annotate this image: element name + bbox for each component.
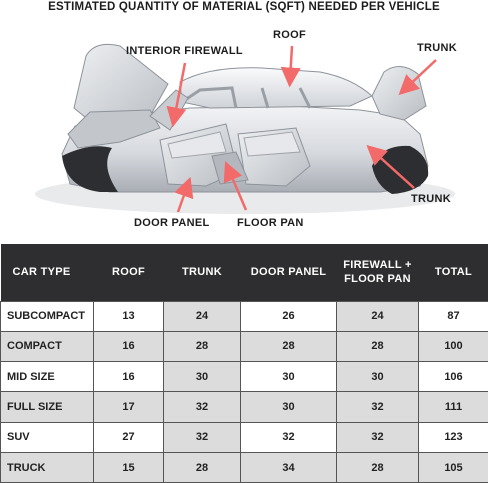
cell-trunk: 28 — [164, 452, 241, 482]
cell-car-type: FULL SIZE — [1, 392, 94, 422]
cell-firewall-floor-pan: 24 — [337, 301, 419, 331]
callout-roof: ROOF — [273, 29, 306, 41]
cell-car-type: SUBCOMPACT — [1, 301, 94, 331]
cell-total: 123 — [419, 422, 488, 452]
cell-door-panel: 32 — [241, 422, 337, 452]
cell-total: 100 — [419, 331, 488, 361]
callout-trunk-top: TRUNK — [417, 42, 457, 54]
column-header-door-panel: DOOR PANEL — [250, 266, 327, 279]
table-header-row — [1, 244, 488, 301]
cell-car-type: COMPACT — [1, 331, 94, 361]
cell-total: 106 — [419, 362, 488, 392]
callout-trunk-bottom: TRUNK — [411, 193, 451, 205]
material-table-container — [0, 244, 488, 483]
cell-car-type: MID SIZE — [1, 362, 94, 392]
cell-trunk: 32 — [164, 392, 241, 422]
cell-door-panel: 30 — [241, 392, 337, 422]
callout-interior-firewall: INTERIOR FIREWALL — [126, 45, 243, 57]
cell-roof: 17 — [94, 392, 164, 422]
cell-firewall-floor-pan: 32 — [337, 422, 419, 452]
column-header-car-type: CAR TYPE — [12, 266, 71, 279]
cell-trunk: 30 — [164, 362, 241, 392]
page-title: ESTIMATED QUANTITY OF MATERIAL (SQFT) NEEDED PER VEHICLE — [48, 1, 440, 13]
cell-roof: 16 — [94, 362, 164, 392]
table-row — [1, 392, 488, 422]
column-header-firewall-floor-pan: FIREWALL + FLOOR PAN — [343, 259, 412, 286]
table-row — [1, 452, 488, 482]
cell-total: 87 — [419, 301, 488, 331]
column-header-roof: ROOF — [112, 266, 145, 279]
cell-trunk: 24 — [164, 301, 241, 331]
material-table — [0, 244, 488, 483]
column-header-trunk: TRUNK — [182, 266, 222, 279]
cell-firewall-floor-pan: 28 — [337, 452, 419, 482]
open-trunk-lid — [372, 66, 426, 120]
table-row — [1, 301, 488, 331]
cell-car-type: SUV — [1, 422, 94, 452]
cell-door-panel: 34 — [241, 452, 337, 482]
table-row — [1, 362, 488, 392]
cell-door-panel: 26 — [241, 301, 337, 331]
table-row — [1, 331, 488, 361]
cell-door-panel: 30 — [241, 362, 337, 392]
cell-total: 105 — [419, 452, 488, 482]
cell-roof: 16 — [94, 331, 164, 361]
roof-panel — [180, 68, 372, 108]
callout-door-panel: DOOR PANEL — [134, 217, 210, 229]
car-body-drawing — [0, 16, 488, 244]
cell-trunk: 28 — [164, 331, 241, 361]
cell-roof: 27 — [94, 422, 164, 452]
cell-roof: 13 — [94, 301, 164, 331]
column-header-total: TOTAL — [434, 266, 473, 279]
cell-firewall-floor-pan: 30 — [337, 362, 419, 392]
table-row — [1, 422, 488, 452]
cell-roof: 15 — [94, 452, 164, 482]
cell-total: 111 — [419, 392, 488, 422]
cell-firewall-floor-pan: 28 — [337, 331, 419, 361]
car-body-illustration — [0, 16, 488, 244]
callout-floor-pan: FLOOR PAN — [237, 217, 304, 229]
cell-car-type: TRUCK — [1, 452, 94, 482]
cell-firewall-floor-pan: 32 — [337, 392, 419, 422]
cell-trunk: 32 — [164, 422, 241, 452]
cell-door-panel: 28 — [241, 331, 337, 361]
